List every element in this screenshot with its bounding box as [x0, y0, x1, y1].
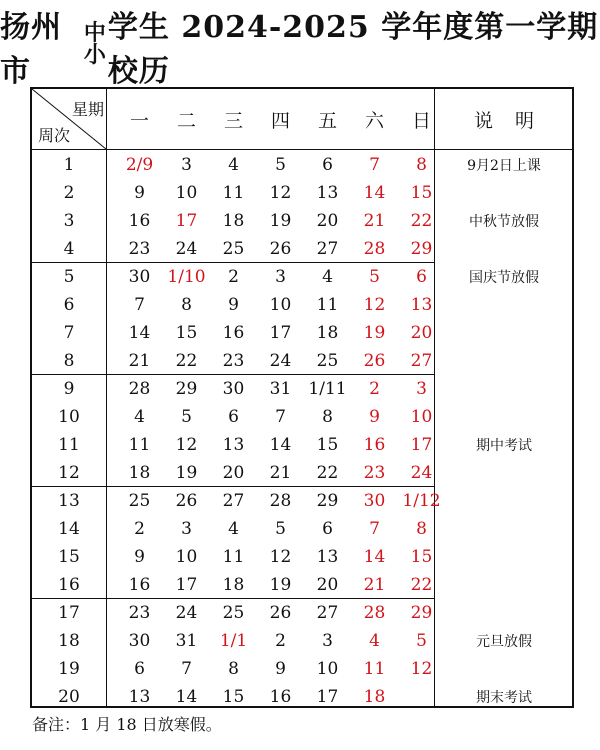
date-cell: 5	[275, 519, 286, 539]
week-number: 13	[58, 491, 80, 511]
date-cell: 23	[128, 603, 151, 623]
date-cell: 6	[228, 407, 239, 427]
date-cell: 23	[222, 351, 245, 371]
date-cell: 27	[222, 491, 245, 511]
date-cell: 27	[410, 351, 433, 371]
week-number: 10	[58, 407, 80, 427]
date-cell: 16	[363, 435, 386, 455]
date-cell: 5	[369, 267, 380, 287]
date-cell: 21	[363, 575, 386, 595]
date-cell: 12	[175, 435, 198, 455]
header-day: 一	[129, 109, 149, 132]
header-weekday-label: 星期	[72, 100, 105, 119]
date-cell: 15	[410, 547, 433, 567]
date-cell: 25	[222, 239, 245, 259]
date-cell: 21	[363, 211, 386, 231]
date-cell: 15	[316, 435, 339, 455]
date-cell: 26	[363, 351, 386, 371]
date-cell: 24	[175, 239, 198, 259]
week-number: 9	[63, 379, 75, 399]
header-day: 二	[176, 109, 196, 132]
date-cell: 14	[363, 183, 386, 203]
header-day: 三	[223, 109, 243, 132]
date-cell: 28	[363, 239, 386, 259]
date-cell: 5	[416, 631, 427, 651]
date-cell: 11	[222, 183, 245, 203]
calendar-note: 中秋节放假	[469, 214, 539, 230]
date-cell: 22	[316, 463, 339, 483]
date-cell: 22	[175, 351, 198, 371]
calendar-note: 国庆节放假	[469, 270, 539, 286]
date-cell: 29	[175, 379, 198, 399]
date-cell: 25	[128, 491, 151, 511]
date-cell: 17	[269, 323, 292, 343]
title-suffix: 学生 2024-2025 学年度第一学期校历	[107, 10, 599, 89]
date-cell: 3	[275, 267, 286, 287]
date-cell: 6	[134, 659, 145, 679]
date-cell: 20	[222, 463, 245, 483]
title-prefix: 扬州市	[0, 10, 62, 89]
date-cell: 9	[228, 295, 239, 315]
date-cell: 29	[410, 239, 433, 259]
date-cell: 21	[128, 351, 151, 371]
date-cell: 17	[316, 687, 339, 707]
date-cell: 28	[128, 379, 151, 399]
date-cell: 10	[269, 295, 292, 315]
date-cell: 18	[222, 575, 245, 595]
week-number: 14	[58, 519, 80, 539]
date-cell: 28	[363, 603, 386, 623]
date-cell: 27	[316, 239, 339, 259]
date-cell: 4	[134, 407, 145, 427]
date-cell: 25	[222, 603, 245, 623]
date-cell: 8	[416, 155, 427, 175]
date-cell: 30	[363, 491, 386, 511]
header-week-label: 周次	[38, 126, 71, 145]
calendar-note: 期末考试	[476, 690, 532, 706]
date-cell: 26	[269, 239, 292, 259]
date-cell: 4	[228, 519, 239, 539]
date-cell: 20	[316, 211, 339, 231]
date-cell: 18	[128, 463, 151, 483]
header-day: 五	[317, 109, 337, 132]
date-cell: 4	[228, 155, 239, 175]
date-cell: 10	[175, 547, 198, 567]
date-cell: 30	[222, 379, 245, 399]
date-cell: 1/10	[167, 267, 206, 287]
date-cell: 11	[316, 295, 339, 315]
date-cell: 17	[175, 211, 198, 231]
date-cell: 13	[410, 295, 433, 315]
date-cell: 16	[222, 323, 245, 343]
date-cell: 20	[316, 575, 339, 595]
week-number: 1	[63, 155, 75, 175]
school-calendar-table	[30, 87, 574, 708]
date-cell: 3	[181, 155, 192, 175]
date-cell: 10	[316, 659, 339, 679]
date-cell: 12	[410, 659, 433, 679]
date-cell: 9	[275, 659, 286, 679]
header-rule	[32, 149, 572, 150]
week-number: 7	[63, 323, 75, 343]
date-cell: 4	[322, 267, 333, 287]
date-cell: 5	[275, 155, 286, 175]
date-cell: 11	[363, 659, 386, 679]
date-cell: 24	[175, 603, 198, 623]
date-cell: 13	[316, 547, 339, 567]
date-cell: 11	[222, 547, 245, 567]
week-number: 5	[63, 267, 75, 287]
week-number: 17	[58, 603, 80, 623]
date-cell: 23	[363, 463, 386, 483]
date-cell: 15	[222, 687, 245, 707]
date-cell: 14	[175, 687, 198, 707]
date-cell: 28	[269, 491, 292, 511]
header-day: 六	[364, 109, 384, 132]
table-vertical-rule	[106, 89, 107, 706]
date-cell: 19	[269, 211, 292, 231]
date-cell: 7	[369, 519, 380, 539]
week-number: 19	[58, 659, 80, 679]
date-cell: 1/12	[402, 491, 441, 511]
date-cell: 17	[410, 435, 433, 455]
week-number: 6	[63, 295, 75, 315]
date-cell: 22	[410, 211, 433, 231]
date-cell: 23	[128, 239, 151, 259]
date-cell: 24	[269, 351, 292, 371]
date-cell: 31	[269, 379, 292, 399]
date-cell: 2	[369, 379, 380, 399]
calendar-note: 9月2日上课	[467, 158, 541, 174]
date-cell: 12	[269, 183, 292, 203]
date-cell: 19	[269, 575, 292, 595]
calendar-note: 期中考试	[476, 438, 532, 454]
calendar-note: 元旦放假	[476, 634, 532, 650]
date-cell: 19	[175, 463, 198, 483]
date-cell: 8	[416, 519, 427, 539]
date-cell: 3	[181, 519, 192, 539]
header-note-label: 说明	[473, 109, 556, 132]
date-cell: 1/11	[308, 379, 347, 399]
date-cell: 22	[410, 575, 433, 595]
date-cell: 8	[181, 295, 192, 315]
week-number: 4	[63, 239, 75, 259]
week-number: 20	[58, 687, 80, 707]
date-cell: 5	[181, 407, 192, 427]
date-cell: 8	[228, 659, 239, 679]
date-cell: 6	[416, 267, 427, 287]
date-cell: 1/1	[219, 631, 248, 651]
date-cell: 17	[175, 575, 198, 595]
title-stacked-bottom: 小	[83, 42, 107, 68]
week-number: 2	[63, 183, 75, 203]
title-stacked-top: 中	[83, 20, 107, 46]
date-cell: 31	[175, 631, 198, 651]
week-number: 11	[58, 435, 80, 455]
date-cell: 15	[175, 323, 198, 343]
date-cell: 14	[363, 547, 386, 567]
header-day: 四	[270, 109, 290, 132]
date-cell: 7	[181, 659, 192, 679]
date-cell: 11	[128, 435, 151, 455]
date-cell: 30	[128, 631, 151, 651]
date-cell: 7	[275, 407, 286, 427]
date-cell: 12	[269, 547, 292, 567]
date-cell: 14	[269, 435, 292, 455]
date-cell: 20	[410, 323, 433, 343]
date-cell: 26	[269, 603, 292, 623]
date-cell: 30	[128, 267, 151, 287]
date-cell: 2	[228, 267, 239, 287]
date-cell: 3	[322, 631, 333, 651]
date-cell: 13	[222, 435, 245, 455]
date-cell: 16	[269, 687, 292, 707]
week-number: 12	[58, 463, 80, 483]
date-cell: 14	[128, 323, 151, 343]
date-cell: 6	[322, 519, 333, 539]
date-cell: 2	[275, 631, 286, 651]
date-cell: 2/9	[125, 155, 154, 175]
date-cell: 18	[363, 687, 386, 707]
week-number: 3	[63, 211, 75, 231]
date-cell: 24	[410, 463, 433, 483]
week-number: 18	[58, 631, 80, 651]
date-cell: 27	[316, 603, 339, 623]
date-cell: 9	[369, 407, 380, 427]
date-cell: 13	[128, 687, 151, 707]
date-cell: 15	[410, 183, 433, 203]
date-cell: 18	[316, 323, 339, 343]
date-cell: 10	[175, 183, 198, 203]
week-number: 16	[58, 575, 80, 595]
date-cell: 2	[134, 519, 145, 539]
date-cell: 18	[222, 211, 245, 231]
date-cell: 9	[134, 547, 145, 567]
date-cell: 25	[316, 351, 339, 371]
date-cell: 9	[134, 183, 145, 203]
date-cell: 4	[369, 631, 380, 651]
date-cell: 7	[369, 155, 380, 175]
week-number: 8	[63, 351, 75, 371]
date-cell: 19	[363, 323, 386, 343]
date-cell: 21	[269, 463, 292, 483]
date-cell: 3	[416, 379, 427, 399]
date-cell: 12	[363, 295, 386, 315]
footnote: 备注：1 月 18 日放寒假。	[32, 715, 222, 734]
date-cell: 10	[410, 407, 433, 427]
date-cell: 16	[128, 575, 151, 595]
page-title	[0, 10, 600, 89]
date-cell: 6	[322, 155, 333, 175]
date-cell: 29	[316, 491, 339, 511]
date-cell: 13	[316, 183, 339, 203]
date-cell: 8	[322, 407, 333, 427]
date-cell: 29	[410, 603, 433, 623]
title-stacked	[84, 22, 107, 66]
week-number: 15	[58, 547, 80, 567]
date-cell: 26	[175, 491, 198, 511]
header-day: 日	[411, 109, 431, 132]
date-cell: 16	[128, 211, 151, 231]
date-cell: 7	[134, 295, 145, 315]
